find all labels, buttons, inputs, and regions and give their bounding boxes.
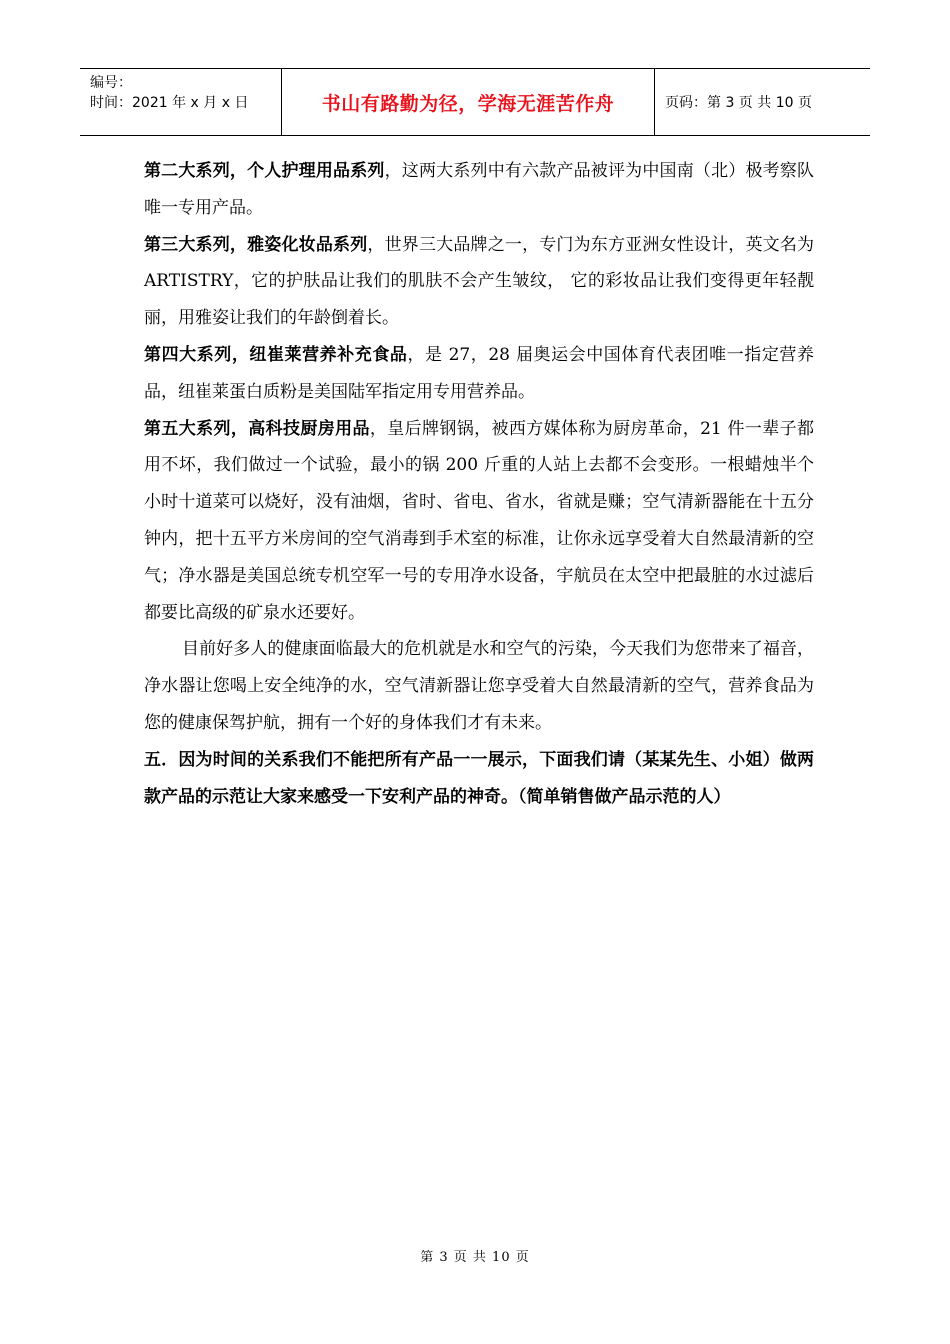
paragraph-series-4 <box>144 337 814 411</box>
series-2-text: ，这两大系列中有六款产品被评为中国南（北）极考察队唯一专用产品。 <box>144 161 815 218</box>
series-2-heading: 第二大系列，个人护理用品系列 <box>144 161 385 181</box>
header-motto: 书山有路勤为径，学海无涯苦作舟 <box>282 69 655 135</box>
series-3-text: ，世界三大品牌之一，专门为东方亚洲女性设计，英文名为 ARTISTRY，它的护肤品让我们的肌肤不会产生皱纹， 它的彩妆品让我们变得更年轻靓丽，用雅姿让我们的年龄倒着长。 <box>144 234 815 329</box>
paragraph-section-5: 五．因为时间的关系我们不能把所有产品一一展示，下面我们请（某某先生、小姐）做两款产品的示范让大家来感受一下安利产品的神奇。（简单销售做产品示范的人） <box>144 749 814 807</box>
document-body <box>144 153 814 815</box>
series-3-heading: 第三大系列，雅姿化妆品系列 <box>144 234 368 255</box>
series-4-heading: 第四大系列，纽崔莱营养补充食品 <box>144 344 408 365</box>
header-meta <box>80 69 282 135</box>
header-number-label: 编号： <box>90 75 132 91</box>
paragraph-health: 目前好多人的健康面临最大的危机就是水和空气的污染，今天我们为您带来了福音，净水器让您喝上安全纯净的水，空气清新器让您享受着大自然最清新的空气，营养食品为您的健康保驾护航，拥有一个好的身体我们才有未来。 <box>144 639 814 733</box>
page-footer: 第 3 页 共 10 页 <box>420 1250 530 1265</box>
page-header <box>80 68 870 136</box>
series-4-text: ，是 27，28 届奥运会中国体育代表团唯一指定营养品，纽崔莱蛋白质粉是美国陆军指定用专用营养品。 <box>144 344 814 402</box>
series-5-heading: 第五大系列，高科技厨房用品 <box>144 418 370 439</box>
paragraph-series-3 <box>144 227 814 337</box>
paragraph-series-2 <box>144 153 814 227</box>
header-page-info: 页码：第 3 页 共 10 页 <box>665 95 812 111</box>
header-time-label: 时间：2021 年 x 月 x 日 <box>90 95 249 111</box>
paragraph-series-5 <box>144 411 814 632</box>
series-5-text: ，皇后牌钢锅，被西方媒体称为厨房革命，21 件一辈子都用不坏，我们做过一个试验，最小的锅 200 斤重的人站上去都不会变形。一根蜡烛半个小时十道菜可以烧好，没有油烟，省时、省电、省水，省就是赚；空气清新器能在十五分钟内，把十五平方米房间的空气消毒到手术室的标准，让你永远享受着大自然最清新的空气；净水器是美国总统专机空军一号的专用净水设备，宇航员在太空中把最脏的水过滤后都要比高级的矿泉水还要好。 <box>144 418 814 623</box>
